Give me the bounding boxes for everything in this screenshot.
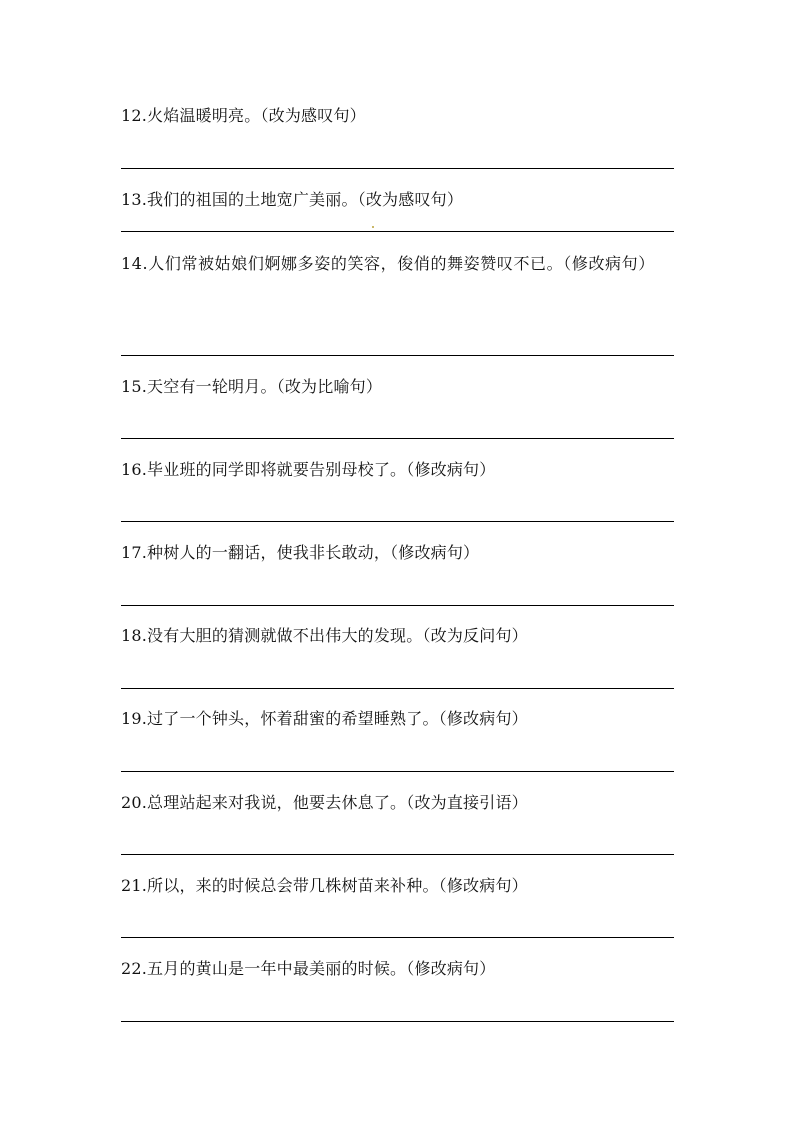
question-18: 18.没有大胆的猜测就做不出伟大的发现。（改为反问句）: [121, 626, 528, 645]
question-14: 14.人们常被姑娘们婀娜多姿的笑容，俊俏的舞姿赞叹不已。（修改病句）: [121, 254, 655, 273]
answer-line-12: [121, 168, 674, 169]
answer-line-17: [121, 605, 674, 606]
question-15: 15.天空有一轮明月。（改为比喻句）: [121, 377, 383, 396]
answer-line-13: [121, 231, 674, 232]
answer-line-19: [121, 771, 674, 772]
ink-speck: [372, 226, 374, 228]
answer-line-20: [121, 854, 674, 855]
question-17: 17.种树人的一翻话，使我非长敢动，（修改病句）: [121, 543, 480, 562]
answer-line-21: [121, 937, 674, 938]
answer-line-22: [121, 1021, 674, 1022]
question-13: 13.我们的祖国的土地宽广美丽。（改为感叹句）: [121, 190, 464, 209]
answer-line-18: [121, 688, 674, 689]
question-22: 22.五月的黄山是一年中最美丽的时候。（修改病句）: [121, 959, 496, 978]
question-20: 20.总理站起来对我说，他要去休息了。（改为直接引语）: [121, 793, 528, 812]
question-12: 12.火焰温暖明亮。（改为感叹句）: [121, 106, 366, 125]
question-21: 21.所以，来的时候总会带几株树苗来补种。（修改病句）: [121, 876, 528, 895]
answer-line-15: [121, 438, 674, 439]
answer-line-14: [121, 355, 674, 356]
question-19: 19.过了一个钟头，怀着甜蜜的希望睡熟了。（修改病句）: [121, 709, 528, 728]
question-16: 16.毕业班的同学即将就要告别母校了。（修改病句）: [121, 460, 496, 479]
answer-line-16: [121, 521, 674, 522]
